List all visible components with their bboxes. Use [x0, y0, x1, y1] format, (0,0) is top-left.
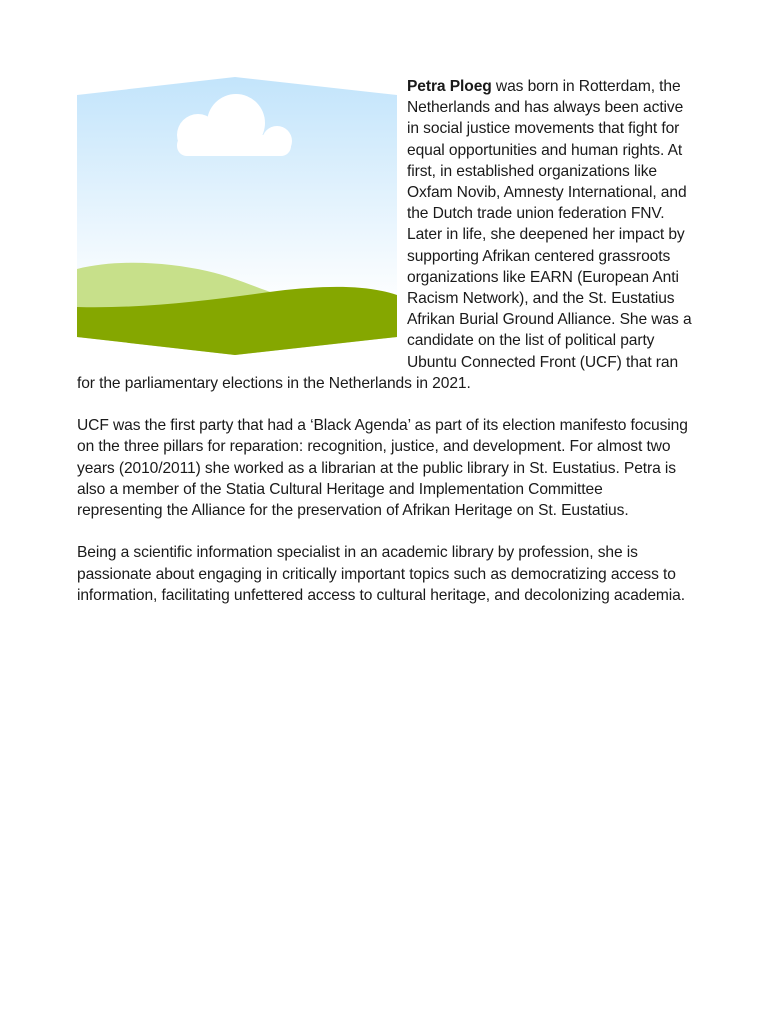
- landscape-image: [77, 75, 397, 357]
- bio-page: [77, 75, 692, 606]
- person-name: Petra Ploeg: [407, 78, 492, 95]
- bio-paragraph-1-text: was born in Rotterdam, the Netherlands and has always been active in social justice movements that fight for equal opportunities and human rights. At first, in established organizations like Oxfam Novib, Amnesty International, and the Dutch trade union federation FNV. Later in life, she deepened her impact by supporting Afrikan centered grassroots organizations like EARN (European Anti Racism Network), and the St. Eustatius Afrikan Burial Ground Alliance. She was a candidate on the list of political party Ubuntu Connected Front (UCF) that ran for the parliamentary elections in the Netherlands in 2021.: [77, 78, 692, 392]
- landscape-illustration: [77, 75, 397, 357]
- bio-paragraph-3: Being a scientific information specialist in an academic library by profession, she is passionate about engaging in critically important topics such as democratizing access to information, facilitating unfettered access to cultural heritage, and decolonizing academia.: [77, 544, 685, 604]
- bio-paragraph-2: UCF was the first party that had a ‘Black Agenda’ as part of its election manifesto focusing on the three pillars for reparation: recognition, justice, and development. For almost two years (2010/2011) she worked as a librarian at the public library in St. Eustatius. Petra is also a member of the Statia Cultural Heritage and Implementation Committee representing the Alliance for the preservation of Afrikan Heritage on St. Eustatius.: [77, 417, 688, 520]
